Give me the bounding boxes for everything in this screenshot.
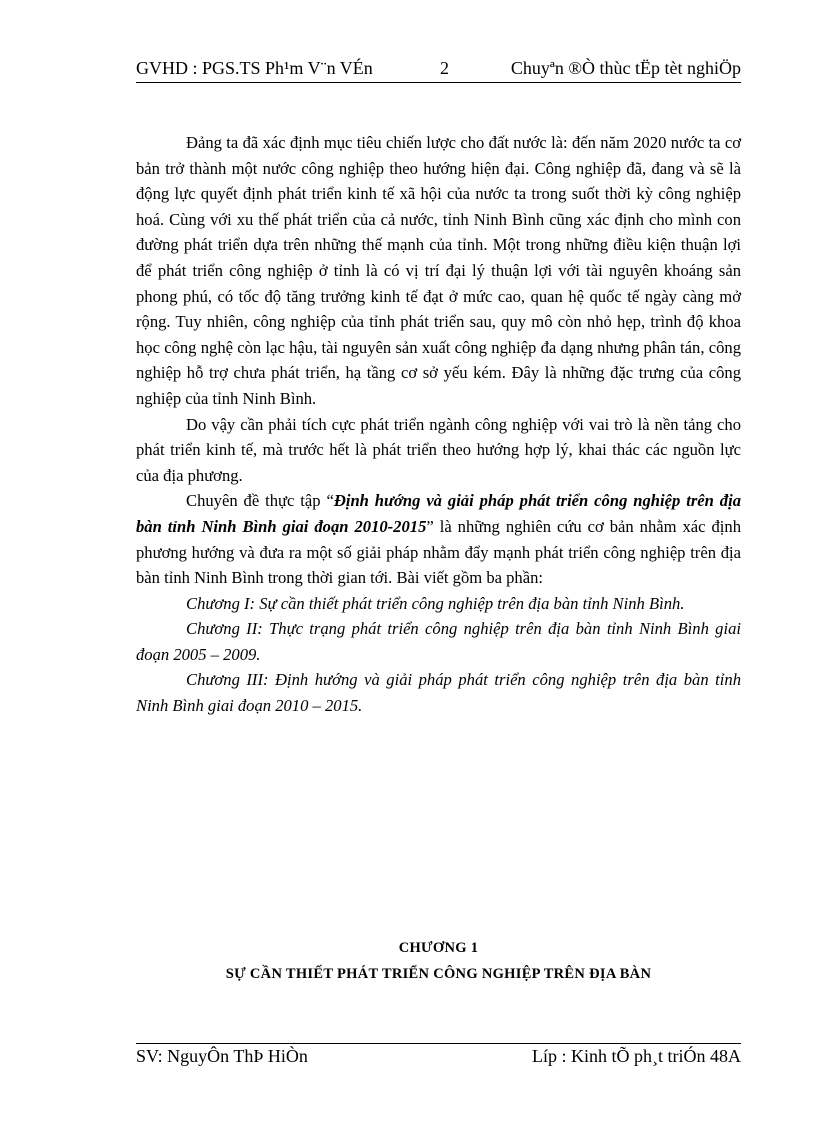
page-footer bbox=[136, 1043, 741, 1066]
footer-class: Líp : Kinh tÕ ph¸t triÓn 48A bbox=[532, 1046, 741, 1066]
thesis-rest: ” là những nghiên cứu cơ bản nhằm xác định phương hướng và đưa ra một số giải pháp nhằm đẩy mạnh phát triển công nghiệp trên địa bàn tỉnh Ninh Bình trong thời gian tới. Bài viết gồm ba phần: bbox=[136, 516, 741, 588]
header-advisor: GVHD : PGS.TS Ph¹m V¨n VÉn bbox=[136, 58, 373, 78]
chapter-title: SỰ CẦN THIẾT PHÁT TRIỂN CÔNG NGHIỆP TRÊN ĐỊA BÀN bbox=[225, 966, 652, 982]
chapter-outline-2: Chương II: Thực trạng phát triển công nghiệp trên địa bàn tỉnh Ninh Bình giai đoạn 2005 – 2009. bbox=[136, 619, 741, 664]
footer-student: SV: NguyÔn ThÞ HiÒn bbox=[136, 1046, 308, 1066]
page-header bbox=[136, 58, 741, 83]
chapter-number: CHƯƠNG 1 bbox=[398, 940, 479, 956]
paragraph-intro: Đảng ta đã xác định mục tiêu chiến lược cho đất nước là: đến năm 2020 nước ta cơ bản trở thành một nước công nghiệp theo hướng hiện đại. Công nghiệp đã, đang và sẽ là động lực quyết định phát triển kinh tế xã hội của nước ta trong suốt thời kỳ công nghiệp hoá. Cùng với xu thế phát triển của cả nước, tỉnh Ninh Bình cũng xác định cho mình con đường phát triển dựa trên những thế mạnh của tỉnh. Một trong những điều kiện thuận lợi để phát triển công nghiệp ở tỉnh là có vị trí đại lý thuận lợi với tài nguyên khoáng sản phong phú, có tốc độ tăng trưởng kinh tế đạt ở mức cao, quan hệ quốc tế ngày càng mở rộng. Tuy nhiên, công nghiệp của tỉnh phát triển sau, quy mô còn nhỏ hẹp, trình độ khoa học công nghệ còn lạc hậu, tài nguyên sản xuất công nghiệp đa dạng nhưng phân tán, công nghiệp hỗ trợ chưa phát triển, hạ tầng cơ sở yếu kém. Đây là những đặc trưng của công nghiệp của tỉnh Ninh Bình. bbox=[136, 133, 741, 408]
header-page-number: 2 bbox=[440, 58, 449, 78]
paragraph-conclusion: Do vậy cần phải tích cực phát triển ngành công nghiệp với vai trò là nền tảng cho phát triển kinh tế, mà trước hết là phát triển theo hướng hợp lý, khai thác các nguồn lực của địa phương. bbox=[136, 414, 741, 485]
paragraph-thesis bbox=[136, 488, 741, 590]
body-text bbox=[136, 130, 741, 719]
thesis-title: Định hướng và giải pháp phát triển công nghiệp trên địa bàn tỉnh Ninh Bình giai đoạn 2010-2015 bbox=[136, 491, 742, 536]
header-document-type: Chuyªn ®Ò thùc tËp tèt nghiÖp bbox=[510, 58, 741, 78]
thesis-lead: Chuyên đề thực tập “ bbox=[186, 491, 334, 511]
chapter-outline-1: Chương I: Sự cần thiết phát triển công nghiệp trên địa bàn tỉnh Ninh Bình. bbox=[186, 593, 685, 613]
chapter-outline-3: Chương III: Định hướng và giải pháp phát triển công nghiệp trên địa bàn tỉnh Ninh Bình giai đoạn 2010 – 2015. bbox=[136, 670, 741, 716]
